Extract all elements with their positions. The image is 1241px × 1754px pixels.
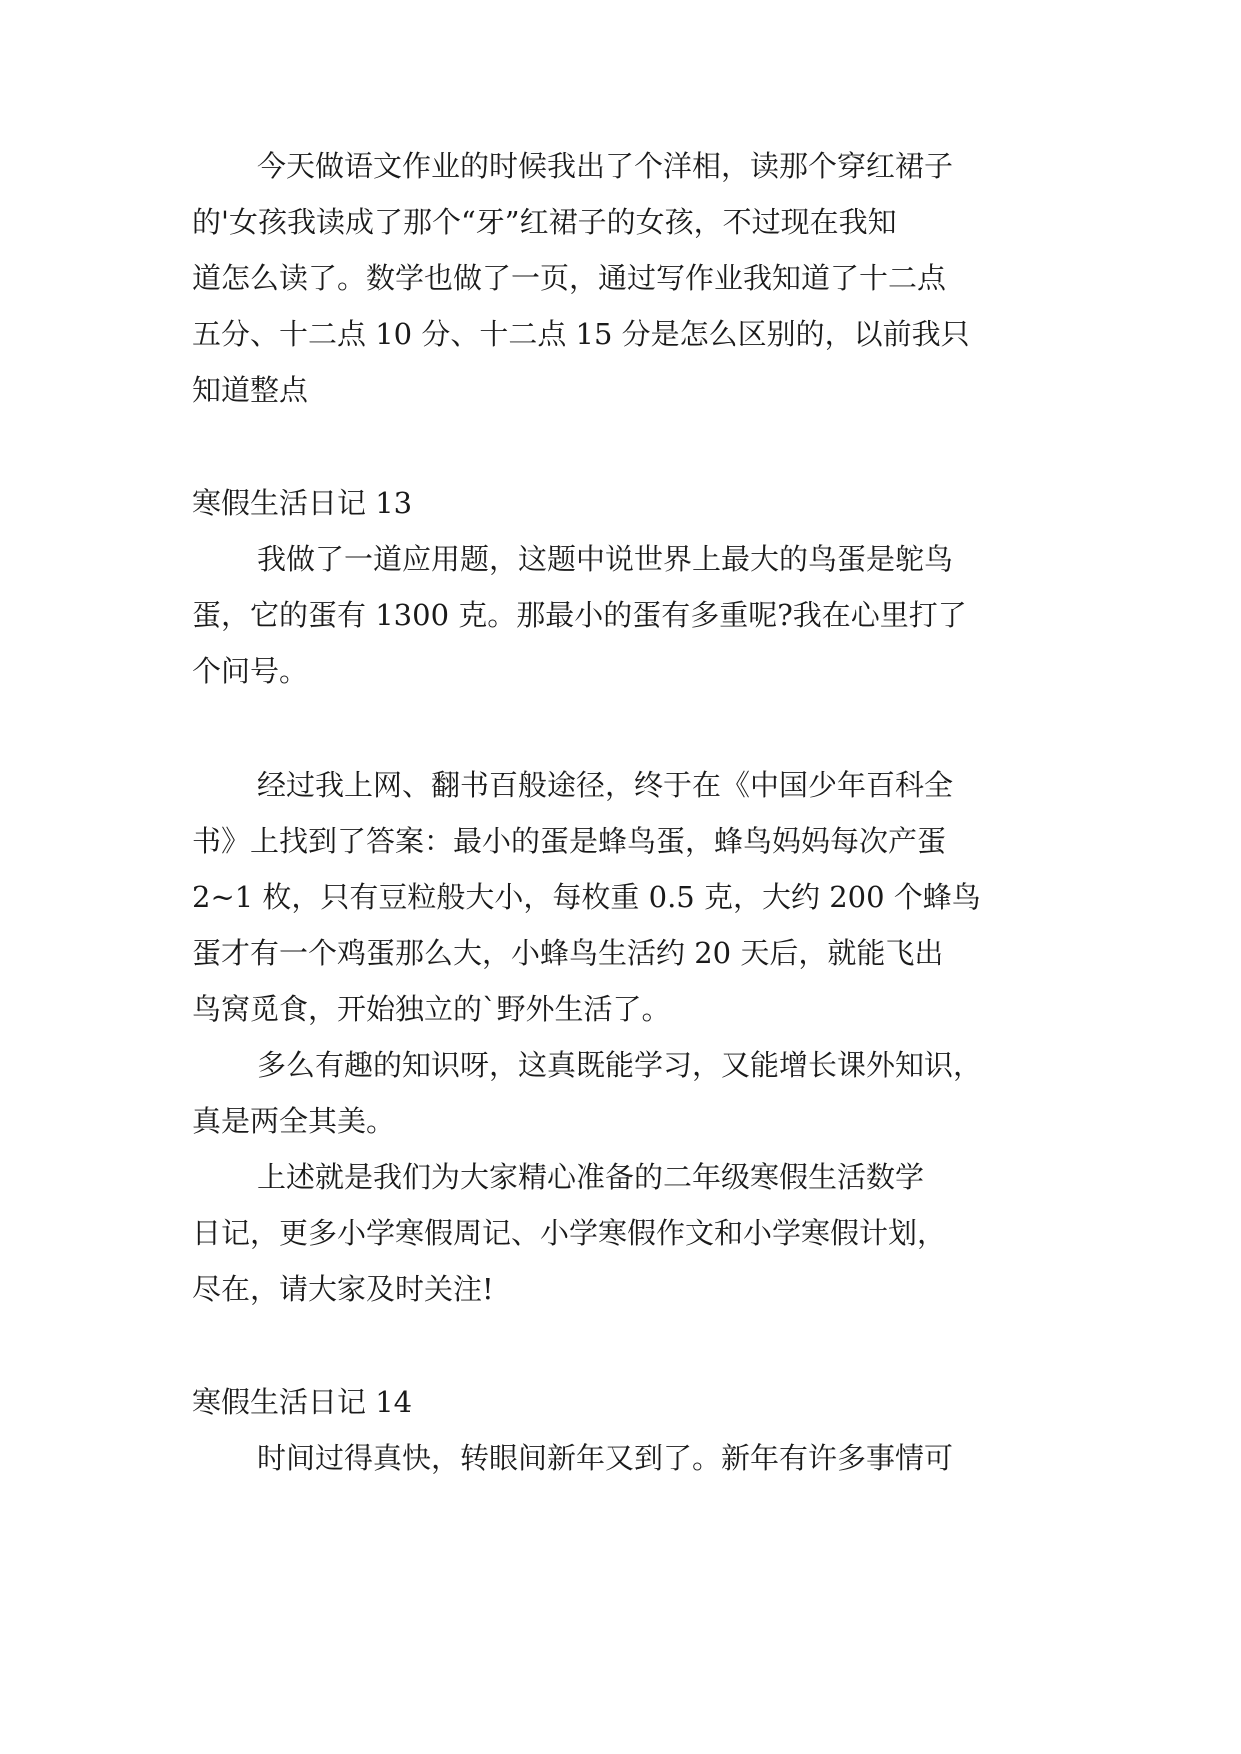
paragraph-line: 知道整点 (192, 373, 309, 407)
paragraph-line: 个问号。 (192, 654, 309, 688)
section-heading: 寒假生活日记 13 (192, 486, 413, 520)
paragraph-line: 蛋，它的蛋有 1300 克。那最小的蛋有多重呢?我在心里打了 (192, 598, 967, 632)
paragraph-line: 五分、十二点 10 分、十二点 15 分是怎么区别的，以前我只 (192, 317, 970, 351)
paragraph-line: 时间过得真快，转眼间新年又到了。新年有许多事情可 (257, 1441, 954, 1475)
paragraph-line: 鸟窝觅食，开始独立的`野外生活了。 (192, 992, 671, 1026)
paragraph-line: 的'女孩我读成了那个“牙”红裙子的女孩，不过现在我知 (192, 205, 897, 239)
paragraph-line: 经过我上网、翻书百般途径，终于在《中国少年百科全 (257, 768, 954, 802)
paragraph-line: 上述就是我们为大家精心准备的二年级寒假生活数学 (257, 1160, 925, 1194)
paragraph-line: 尽在，请大家及时关注! (192, 1272, 494, 1306)
paragraph-line: 我做了一道应用题，这题中说世界上最大的鸟蛋是鸵鸟 (257, 542, 954, 576)
paragraph-line: 道怎么读了。数学也做了一页，通过写作业我知道了十二点 (192, 261, 947, 295)
paragraph-line: 蛋才有一个鸡蛋那么大，小蜂鸟生活约 20 天后，就能飞出 (192, 936, 944, 970)
paragraph-line: 2~1 枚，只有豆粒般大小，每枚重 0.5 克，大约 200 个蜂鸟 (192, 880, 981, 914)
paragraph-line: 书》上找到了答案：最小的蛋是蜂鸟蛋，蜂鸟妈妈每次产蛋 (192, 824, 947, 858)
paragraph-line: 多么有趣的知识呀，这真既能学习，又能增长课外知识， (257, 1048, 983, 1082)
paragraph-line: 日记，更多小学寒假周记、小学寒假作文和小学寒假计划， (192, 1216, 947, 1250)
section-heading: 寒假生活日记 14 (192, 1385, 413, 1419)
paragraph-line: 真是两全其美。 (192, 1104, 396, 1138)
paragraph-line: 今天做语文作业的时候我出了个洋相，读那个穿红裙子 (257, 149, 954, 183)
